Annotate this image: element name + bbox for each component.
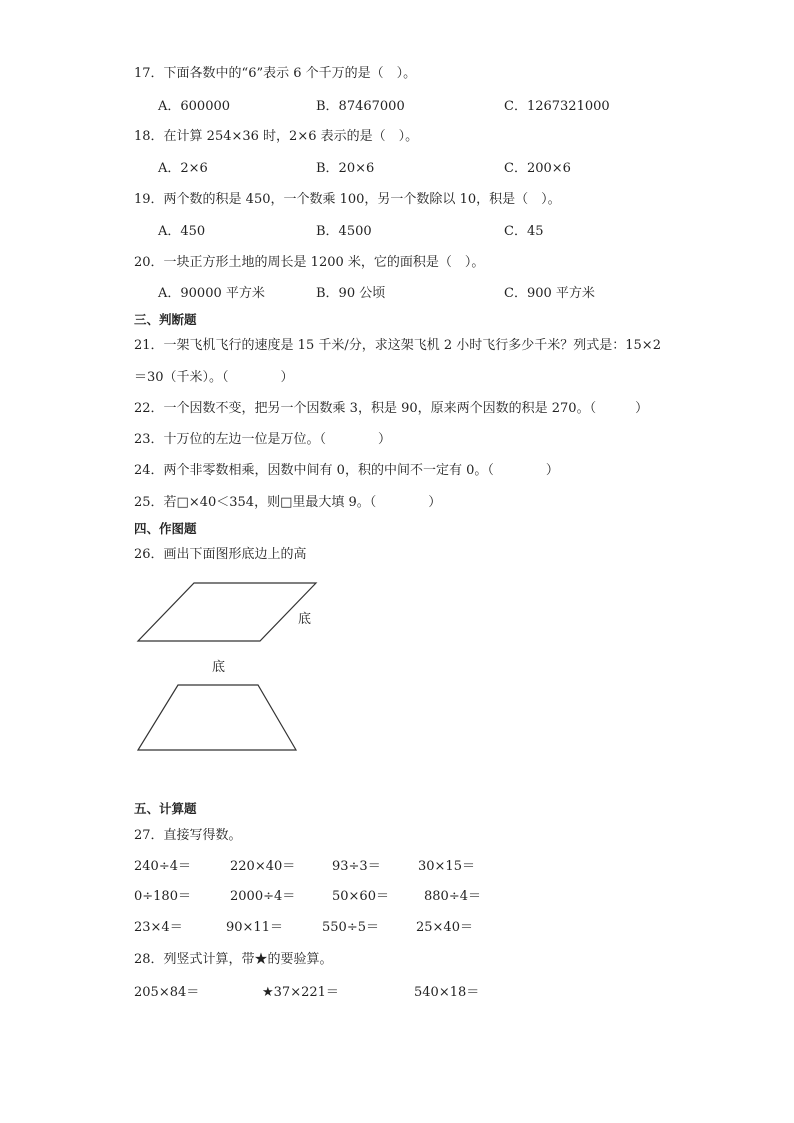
calc-item: 240÷4＝ (134, 859, 191, 874)
vertical-calc-item: 540×18＝ (414, 985, 480, 1000)
question-17-stem: 17．下面各数中的“6”表示 6 个千万的是（ ）。 (134, 66, 417, 81)
calc-item: 50×60＝ (332, 889, 389, 904)
parallelogram-base-label: 底 (298, 612, 312, 627)
question-21-line2: ＝30（千米）。（ ） (134, 370, 294, 385)
trapezoid-base-label: 底 (212, 660, 226, 675)
question-18-stem: 18．在计算 254×36 时，2×6 表示的是（ ）。 (134, 129, 419, 144)
question-17-option-b: B．87467000 (316, 99, 405, 114)
question-18-option-a: A．2×6 (158, 161, 208, 176)
vertical-calc-item: ★37×221＝ (262, 985, 339, 1000)
calc-item: 880÷4＝ (424, 889, 481, 904)
calc-item: 220×40＝ (230, 859, 296, 874)
trapezoid-figure (130, 678, 305, 758)
question-18-option-b: B．20×6 (316, 161, 375, 176)
question-28: 28．列竖式计算，带★的要验算。 (134, 952, 333, 967)
question-22: 22．一个因数不变，把另一个因数乘 3，积是 90，原来两个因数的积是 270。（ ） (134, 401, 649, 416)
calc-item: 90×11＝ (226, 920, 283, 935)
calc-item: 25×40＝ (416, 920, 473, 935)
section-heading-judgement: 三、判断题 (134, 312, 197, 327)
calc-item: 30×15＝ (418, 859, 475, 874)
question-27: 27．直接写得数。 (134, 828, 242, 843)
question-19-option-a: A．450 (158, 224, 206, 239)
question-17-option-a: A．600000 (158, 99, 231, 114)
question-20-option-c: C．900 平方米 (504, 286, 595, 301)
question-26: 26．画出下面图形底边上的高 (134, 547, 307, 562)
question-25: 25．若□×40＜354，则□里最大填 9。（ ） (134, 495, 442, 510)
calc-item: 93÷3＝ (332, 859, 381, 874)
question-19-stem: 19．两个数的积是 450，一个数乘 100，另一个数除以 10，积是（ ）。 (134, 192, 561, 207)
question-20-option-a: A．90000 平方米 (158, 286, 265, 301)
question-19-option-c: C．45 (504, 224, 544, 239)
question-21-line1: 21．一架飞机飞行的速度是 15 千米/分，求这架飞机 2 小时飞行多少千米？列式是：15×2 (134, 338, 661, 353)
calc-item: 550÷5＝ (322, 920, 379, 935)
question-20-stem: 20．一块正方形土地的周长是 1200 米，它的面积是（ ）。 (134, 255, 485, 270)
calc-item: 23×4＝ (134, 920, 183, 935)
question-17-option-c: C．1267321000 (504, 99, 610, 114)
question-24: 24．两个非零数相乘，因数中间有 0，积的中间不一定有 0。（ ） (134, 463, 559, 478)
section-heading-drawing: 四、作图题 (134, 521, 197, 536)
section-heading-calculation: 五、计算题 (134, 801, 197, 816)
vertical-calc-item: 205×84＝ (134, 985, 200, 1000)
question-18-option-c: C．200×6 (504, 161, 571, 176)
question-23: 23．十万位的左边一位是万位。（ ） (134, 432, 392, 447)
calc-item: 0÷180＝ (134, 889, 191, 904)
question-19-option-b: B．4500 (316, 224, 372, 239)
calc-item: 2000÷4＝ (230, 889, 296, 904)
question-20-option-b: B．90 公顷 (316, 286, 386, 301)
